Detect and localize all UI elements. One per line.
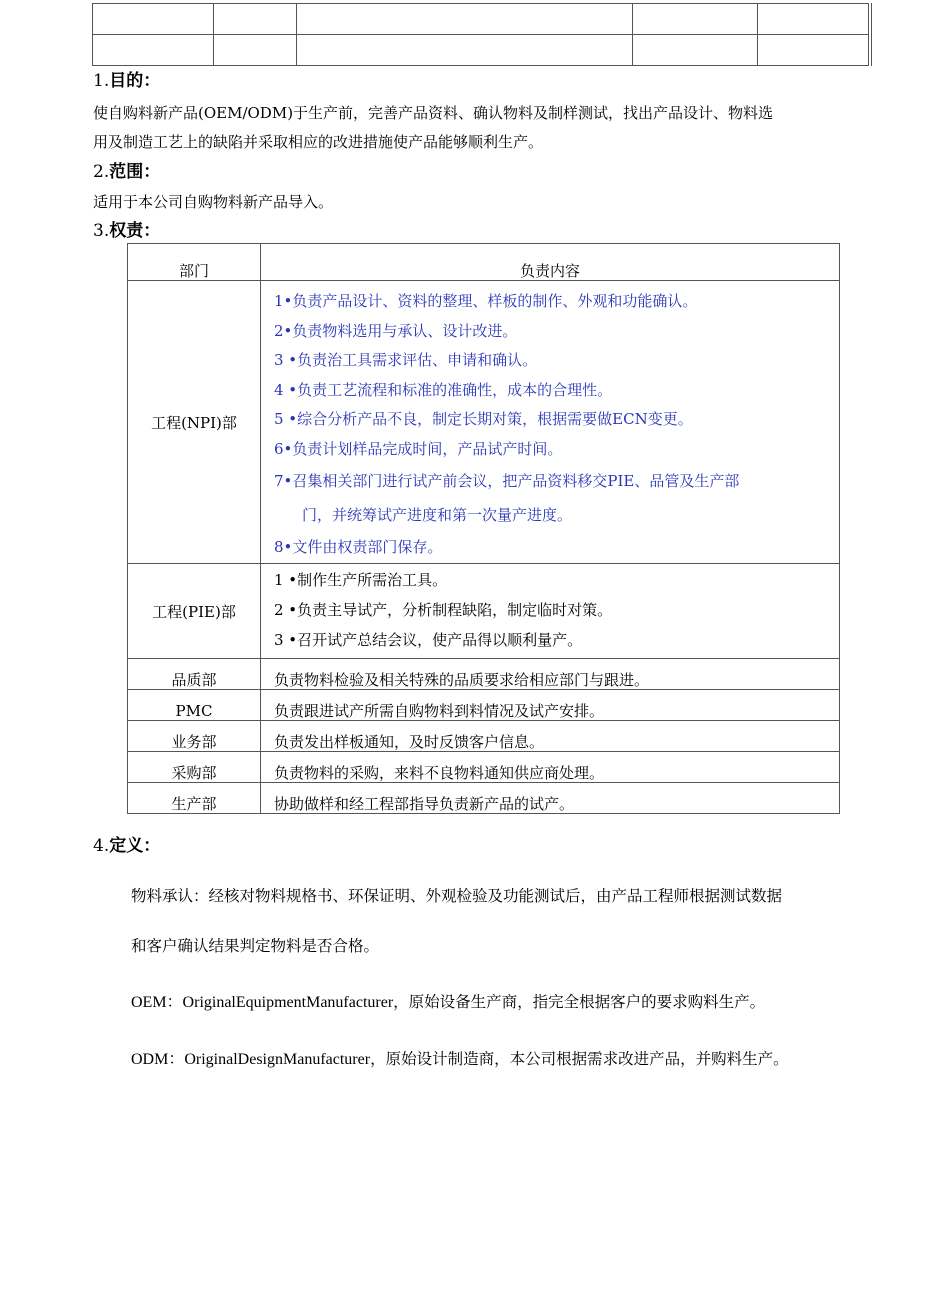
section-heading-scope: 2.范围： [93, 162, 161, 182]
content-cell: 负责物料的采购，来料不良物料通知供应商处理。 [261, 752, 840, 783]
dept-cell: PMC [128, 690, 261, 721]
table-row [128, 721, 840, 752]
content-cell: 负责跟进试产所需自购物料到料情况及试产安排。 [261, 690, 840, 721]
section-heading-purpose: 1.目的： [93, 71, 161, 91]
table-row [93, 35, 869, 66]
table-row [128, 690, 840, 721]
table-row [128, 783, 840, 814]
dept-cell: 采购部 [128, 752, 261, 783]
dept-cell: 品质部 [128, 659, 261, 690]
list-item: 2 •负责主导试产，分析制程缺陷，制定临时对策。 [274, 601, 613, 619]
column-header-dept: 部门 [128, 244, 261, 281]
table-row [128, 659, 840, 690]
definition-material-approval-cont: 和客户确认结果判定物料是否合格。 [131, 937, 380, 955]
table-row [128, 752, 840, 783]
definition-material-approval: 物料承认：经核对物料规格书、环保证明、外观检验及功能测试后，由产品工程师根据测试数据 [131, 887, 783, 905]
section-heading-definitions: 4.定义： [93, 836, 161, 856]
purpose-text: 使自购料新产品(OEM/ODM)于生产前，完善产品资料、确认物料及制样测试，找出产品设计、物料选 用及制造工艺上的缺陷并采取相应的改进措施使产品能够顺利生产。 [93, 104, 774, 151]
list-item: 1 •制作生产所需治工具。 [274, 571, 448, 589]
list-item: 1•负责产品设计、资料的整理、样板的制作、外观和功能确认。 [274, 292, 698, 310]
content-cell [261, 564, 840, 659]
column-header-content: 负责内容 [261, 244, 840, 281]
list-item: 6•负责计划样品完成时间，产品试产时间。 [274, 439, 563, 458]
table-row [128, 281, 840, 564]
dept-cell: 生产部 [128, 783, 261, 814]
content-cell: 负责物料检验及相关特殊的品质要求给相应部门与跟进。 [261, 659, 840, 690]
top-header-table [92, 3, 869, 66]
table-header-row [128, 244, 840, 281]
table-row [93, 4, 869, 35]
list-item: 3 •负责治工具需求评估、申请和确认。 [274, 351, 538, 369]
responsibility-table [127, 243, 840, 814]
list-item: 4 •负责工艺流程和标准的准确性，成本的合理性。 [274, 380, 613, 399]
content-cell: 协助做样和经工程部指导负责新产品的试产。 [261, 783, 840, 814]
content-cell [261, 281, 840, 564]
list-item: 2•负责物料选用与承认、设计改进。 [274, 321, 518, 340]
definition-odm: ODM：OriginalDesignManufacturer，原始设计制造商，本公司根据需求改进产品，并购料生产。 [131, 1050, 789, 1068]
list-item: 7•召集相关部门进行试产前会议，把产品资料移交PIE、品管及生产部 [274, 472, 740, 490]
table-row [128, 564, 840, 659]
list-item: 8•文件由权责部门保存。 [274, 538, 443, 556]
table-edge-line [871, 3, 872, 66]
section-heading-responsibility: 3.权责： [93, 221, 161, 241]
list-item: 3 •召开试产总结会议，使产品得以顺利量产。 [274, 631, 583, 649]
content-cell: 负责发出样板通知，及时反馈客户信息。 [261, 721, 840, 752]
dept-cell: 工程(NPI)部 [128, 281, 261, 564]
definition-oem: OEM：OriginalEquipmentManufacturer，原始设备生产商，指完全根据客户的要求购料生产。 [131, 993, 766, 1011]
list-item: 5 •综合分析产品不良，制定长期对策，根据需要做ECN变更。 [274, 410, 693, 428]
scope-text: 适用于本公司自购物料新产品导入。 [93, 193, 334, 211]
dept-cell: 业务部 [128, 721, 261, 752]
dept-cell: 工程(PIE)部 [128, 564, 261, 659]
list-item: 门，并统筹试产进度和第一次量产进度。 [302, 506, 573, 524]
